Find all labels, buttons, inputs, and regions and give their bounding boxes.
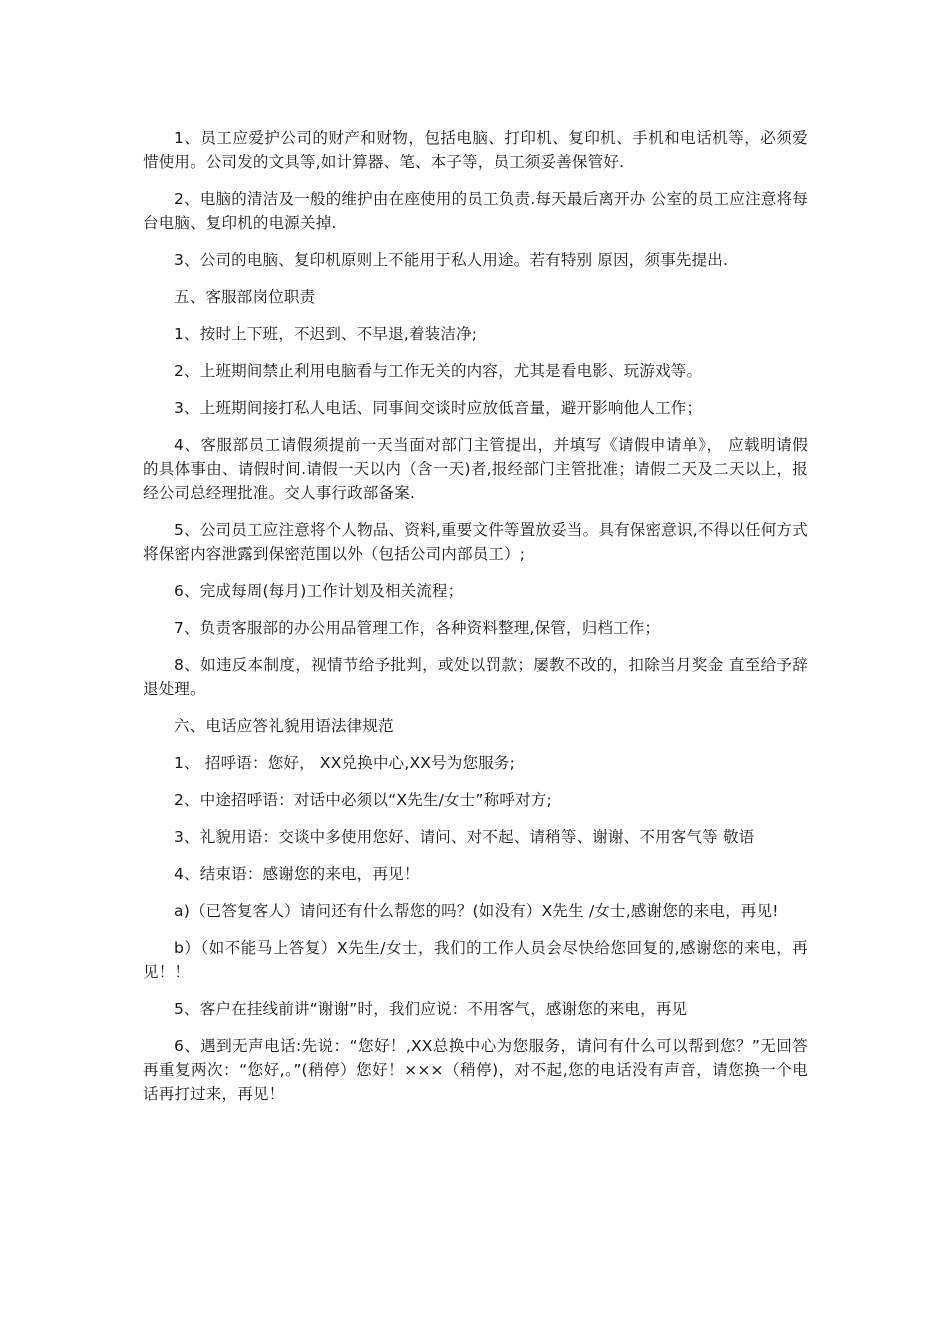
- paragraph-5-2: 2、上班期间禁止利用电脑看与工作无关的内容，尤其是看电影、玩游戏等。: [174, 362, 703, 380]
- paragraph-6-4a: a)（已答复客人）请问还有什么帮您的吗？(如没有）X先生 /女士,感谢您的来电，再见!: [174, 902, 779, 920]
- paragraph-6-3: 3、礼貌用语：交谈中多使用您好、请问、对不起、请稍等、谢谢、不用客气等 敬语: [174, 828, 755, 846]
- section-heading-5: 五、客服部岗位职责: [174, 288, 316, 306]
- paragraph-6-4b: b）（如不能马上答复）X先生/女士，我们的工作人员会尽快给您回复的,感谢您的来电，再见！！: [143, 939, 808, 981]
- paragraph-5-7: 7、负责客服部的办公用品管理工作，各种资料整理,保管，归档工作；: [174, 619, 661, 637]
- paragraph-5-4: 4、客服部员工请假须提前一天当面对部门主管提出，并填写《请假申请单》， 应载明请假的具体事由、请假时间.请假一天以内（含一天)者,报经部门主管批准；请假二天及二天以上，报经公司总经理批准。交人事行政部备案.: [143, 436, 808, 502]
- document-body: [143, 126, 808, 1119]
- paragraph-5-1: 1、按时上下班，不迟到、不早退,着装洁净;: [174, 325, 478, 343]
- section-heading-6: 六、电话应答礼貌用语法律规范: [174, 717, 394, 735]
- paragraph-6-6: 6、遇到无声电话:先说：“您好！,XX总换中心为您服务，请问有什么可以帮到您？”无回答再重复两次：“您好,。”(稍停）您好！×××（稍停)，对不起,您的电话没有声音，请您换一个电话再打过来，再见！: [143, 1037, 808, 1103]
- paragraph-6-2: 2、中途招呼语：对话中必须以“X先生/女士”称呼对方;: [174, 791, 552, 809]
- paragraph-2: 2、电脑的清洁及一般的维护由在座使用的员工负责.每天最后离开办 公室的员工应注意将每台电脑、复印机的电源关掉.: [143, 190, 808, 232]
- paragraph-5-6: 6、完成每周(每月)工作计划及相关流程；: [174, 582, 464, 600]
- paragraph-6-1: 1、 招呼语：您好， XX兑换中心,XX号为您服务;: [174, 754, 516, 772]
- paragraph-6-4: 4、结束语：感谢您的来电，再见！: [174, 865, 420, 883]
- paragraph-6-5: 5、客户在挂线前讲“谢谢”时，我们应说：不用客气，感谢您的来电，再见: [174, 1000, 688, 1018]
- paragraph-1: 1、员工应爱护公司的财产和财物，包括电脑、打印机、复印机、手机和电话机等，必须爱惜使用。公司发的文具等,如计算器、笔、本子等，员工须妥善保管好.: [143, 129, 808, 171]
- paragraph-3: 3、公司的电脑、复印机原则上不能用于私人用途。若有特别 原因，须事先提出.: [174, 251, 729, 269]
- paragraph-5-8: 8、如违反本制度，视情节给予批判，或处以罚款；屡教不改的，扣除当月奖金 直至给予辞退处理。: [143, 656, 808, 698]
- paragraph-5-3: 3、上班期间接打私人电话、同事间交谈时应放低音量，避开影响他人工作；: [174, 399, 703, 417]
- paragraph-5-5: 5、公司员工应注意将个人物品、资料,重要文件等置放妥当。具有保密意识,不得以任何方式将保密内容泄露到保密范围以外（包括公司内部员工）;: [143, 521, 808, 563]
